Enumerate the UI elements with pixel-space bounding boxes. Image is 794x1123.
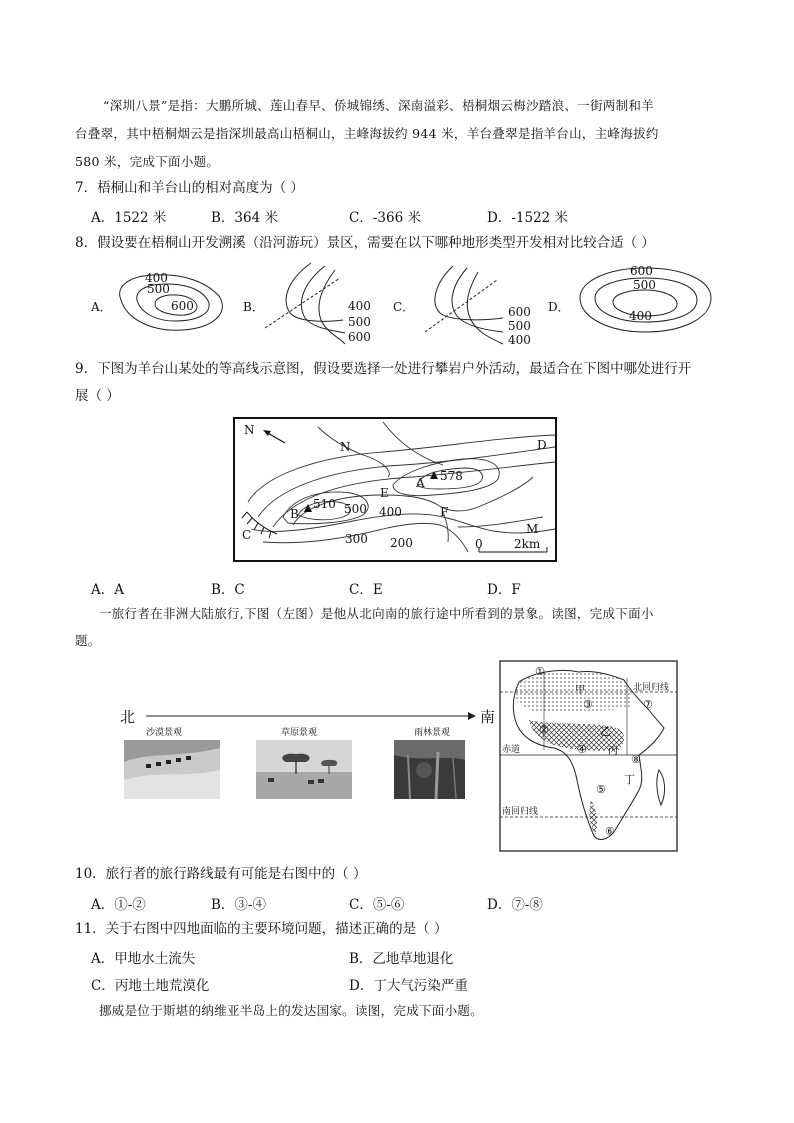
label-equator: 赤道 bbox=[502, 745, 521, 755]
q8-c-label-400: 400 bbox=[508, 333, 531, 347]
q9-label-f[interactable]: F bbox=[440, 505, 449, 519]
q8-letter-d[interactable]: D． bbox=[548, 300, 570, 314]
travel-north-label: 北 bbox=[120, 708, 136, 726]
q8-c-label-500: 500 bbox=[508, 319, 531, 333]
region-ding: 丁 bbox=[624, 773, 635, 786]
q9-label-b: B bbox=[290, 507, 299, 521]
question-7-stem: 7．梧桐山和羊台山的相对高度为（ ） bbox=[75, 180, 304, 196]
q8-contour-figures bbox=[85, 258, 725, 348]
q9-label-500: 500 bbox=[344, 502, 367, 516]
q9-label-d: D bbox=[537, 438, 547, 452]
q11-option-d[interactable]: D．丁大气污染严重 bbox=[349, 978, 468, 994]
q8-d-label-400: 400 bbox=[629, 309, 652, 323]
africa-map bbox=[499, 660, 679, 853]
point-4[interactable]: ④ bbox=[577, 743, 587, 756]
travel-landscape-strip bbox=[118, 700, 498, 804]
desert-photo bbox=[124, 740, 220, 799]
q9-option-a[interactable]: A．A bbox=[91, 582, 124, 598]
point-5[interactable]: ⑤ bbox=[596, 783, 606, 796]
intro-line-2: 台叠翠，其中梧桐烟云是指深圳最高山梧桐山，主峰海拔约 944 米，羊台叠翠是指羊台山，主峰海拔约 bbox=[75, 126, 659, 141]
point-3[interactable]: ③ bbox=[583, 698, 593, 711]
point-6[interactable]: ⑥ bbox=[605, 825, 615, 838]
question-8-stem: 8．假设要在梧桐山开发溯溪（沿河游玩）景区，需要在以下哪种地形类型开发相对比较合适（ ） bbox=[75, 235, 655, 251]
q9-label-400: 400 bbox=[379, 505, 402, 519]
grassland-photo bbox=[256, 740, 352, 799]
region-jia: 甲 bbox=[575, 685, 585, 696]
scale-zero: 0 bbox=[475, 537, 483, 551]
q9-north-letter: N bbox=[244, 423, 255, 437]
photo-label-rainforest: 雨林景观 bbox=[414, 728, 451, 738]
intro-line-3: 580 米，完成下面小题。 bbox=[75, 154, 220, 169]
intro3-line: 挪威是位于斯堪的纳维亚半岛上的发达国家。读图，完成下面小题。 bbox=[99, 1003, 484, 1018]
q8-a-label-500: 500 bbox=[147, 282, 170, 296]
intro2-line-2: 题。 bbox=[75, 633, 101, 648]
q7-option-a[interactable]: A．1522 米 bbox=[91, 210, 167, 226]
q7-option-c[interactable]: C．-366 米 bbox=[349, 210, 421, 226]
photo-label-grassland: 草原景观 bbox=[281, 728, 318, 738]
q8-figure-c bbox=[425, 266, 503, 344]
q7-option-b[interactable]: B．364 米 bbox=[211, 210, 278, 226]
q10-option-a[interactable]: A．①-② bbox=[91, 897, 146, 913]
q11-option-a[interactable]: A．甲地水土流失 bbox=[91, 951, 196, 967]
q9-label-m: M bbox=[526, 522, 539, 536]
point-8[interactable]: ⑧ bbox=[631, 753, 641, 766]
q9-label-c[interactable]: C bbox=[242, 528, 252, 542]
q10-option-c[interactable]: C．⑤-⑥ bbox=[349, 897, 405, 913]
rainforest-photo bbox=[394, 740, 465, 799]
q8-letter-a[interactable]: A． bbox=[91, 300, 112, 314]
q9-option-c[interactable]: C．E bbox=[349, 582, 383, 598]
question-10-stem: 10．旅行者的旅行路线最有可能是右图中的（ ） bbox=[75, 866, 367, 882]
q8-a-label-600: 600 bbox=[171, 299, 194, 313]
intro2-line-1: 一旅行者在非洲大陆旅行,下图（左图）是他从北向南的旅行途中所看到的景象。读图，完成下面小 bbox=[99, 606, 654, 621]
q8-d-label-500: 500 bbox=[633, 278, 656, 292]
label-tropic-south: 南回归线 bbox=[502, 807, 539, 817]
q11-option-b[interactable]: B．乙地草地退化 bbox=[349, 951, 454, 967]
q8-figure-b bbox=[265, 263, 345, 344]
q9-label-510: 510 bbox=[313, 497, 336, 511]
point-2[interactable]: ② bbox=[539, 723, 549, 736]
q7-option-d[interactable]: D．-1522 米 bbox=[487, 210, 569, 226]
q9-label-578: 578 bbox=[440, 469, 463, 483]
q8-b-label-600: 600 bbox=[348, 330, 371, 344]
q8-a-label-400: 400 bbox=[145, 271, 168, 285]
q8-letter-b[interactable]: B． bbox=[243, 300, 264, 314]
q9-label-n: N bbox=[340, 440, 351, 454]
photo-label-desert: 沙漠景观 bbox=[146, 728, 183, 738]
intro-line-1: “深圳八景”是指：大鹏所城、莲山春早、侨城锦绣、深南溢彩、梧桐烟云梅沙踏浪、一街两制和羊 bbox=[103, 98, 654, 113]
question-9-stem-line-1: 9．下图为羊台山某处的等高线示意图，假设要选择一处进行攀岩户外活动，最适合在下图中哪处进行开 bbox=[75, 361, 692, 377]
q9-option-b[interactable]: B．C bbox=[211, 582, 245, 598]
q9-label-300: 300 bbox=[345, 532, 368, 546]
q9-label-200: 200 bbox=[390, 536, 413, 550]
travel-arrow-head bbox=[468, 712, 476, 720]
q8-letter-c[interactable]: C． bbox=[393, 300, 415, 314]
sahara-desert-region bbox=[515, 670, 631, 712]
point-7[interactable]: ⑦ bbox=[643, 698, 653, 711]
scale-2km: 2km bbox=[514, 537, 541, 551]
q10-option-d[interactable]: D．⑦-⑧ bbox=[487, 897, 543, 913]
travel-south-label: 南 bbox=[480, 708, 496, 726]
q9-contour-map bbox=[233, 417, 558, 563]
q10-option-b[interactable]: B．③-④ bbox=[211, 897, 266, 913]
q11-option-c[interactable]: C．丙地土地荒漠化 bbox=[91, 978, 210, 994]
q9-option-d[interactable]: D．F bbox=[487, 582, 521, 598]
q9-label-a[interactable]: A bbox=[416, 476, 425, 490]
q9-label-e[interactable]: E bbox=[380, 486, 389, 500]
question-9-stem-line-2: 展（ ） bbox=[75, 388, 120, 404]
label-tropic-north: 北回归线 bbox=[633, 683, 670, 693]
region-bing: 丙 bbox=[608, 746, 618, 757]
q8-c-label-600: 600 bbox=[508, 305, 531, 319]
region-yi: 乙 bbox=[600, 725, 611, 738]
q8-b-label-500: 500 bbox=[348, 315, 371, 329]
point-1[interactable]: ① bbox=[535, 665, 545, 678]
q8-d-label-600: 600 bbox=[630, 264, 653, 278]
question-11-stem: 11．关于右图中四地面临的主要环境问题，描述正确的是（ ） bbox=[75, 921, 448, 937]
q8-b-label-400: 400 bbox=[348, 299, 371, 313]
